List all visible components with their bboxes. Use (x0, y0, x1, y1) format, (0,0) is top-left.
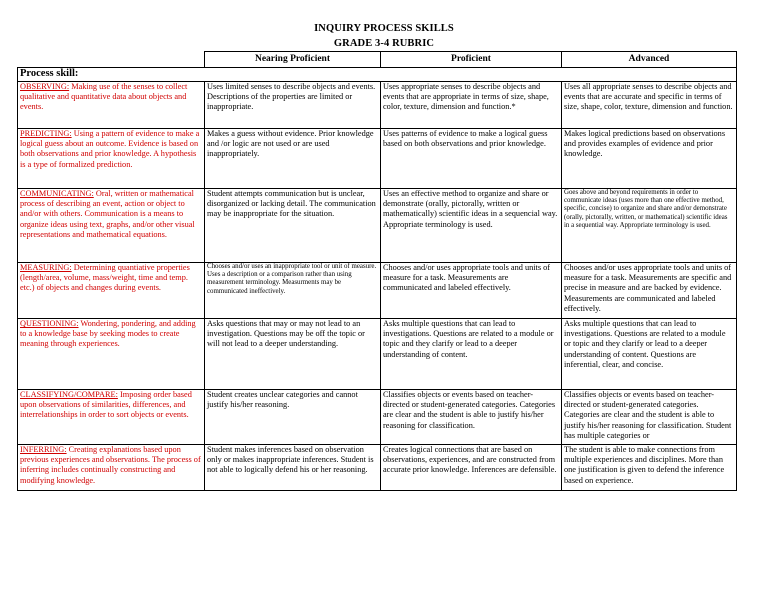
skill-description: Wondering, pondering, and adding to a knowledge base by seeking modes to create meaning through experiences. (20, 319, 196, 349)
proficient-cell: Classifies objects or events based on teacher-directed or student-generated categories. Categories are clear and the student is able to justify his/her reasoning for classification. (381, 390, 562, 445)
skill-description: Making use of the senses to collect qualitative and quantitative data about objects and events. (20, 82, 188, 112)
header-nearing-proficient: Nearing Proficient (205, 52, 381, 68)
skill-description: Imposing order based upon observations of similarities, differences, and interrelationships in order to sort objects or events. (20, 390, 192, 420)
skill-cell-observing (18, 82, 205, 129)
header-proficient: Proficient (381, 52, 562, 68)
skill-name: COMMUNICATING: (20, 189, 94, 198)
skill-cell-classifying (18, 390, 205, 445)
skill-description: Creating explanations based upon previous experiences and observations. The process of inferring includes continually constructing and modifying knowledge. (20, 445, 201, 485)
skill-name: INFERRING: (20, 445, 67, 454)
nearing-cell: Uses limited senses to describe objects and events. Descriptions of the properties are limited or inappropriate. (205, 82, 381, 129)
skill-description: Determining quantiative properties (length/area, volume, mass/weight, time and temp. etc.) of objects and changes during events. (20, 263, 190, 293)
table-row (18, 82, 737, 129)
header-row (18, 52, 737, 68)
skill-description: Oral, written or mathematical process of describing an event, action or object to and/or with others. Communication is a means to organize ideas using text, graphs, and/or other visual representations and mathematical equations. (20, 189, 195, 239)
advanced-cell: Makes logical predictions based on observations and provides examples of evidence and prior knowledge. (562, 129, 737, 189)
document-subtitle: GRADE 3-4 RUBRIC (333, 38, 435, 49)
nearing-cell: Makes a guess without evidence. Prior knowledge and /or logic are not used or are used inappropriately. (205, 129, 381, 189)
skill-cell-inferring (18, 445, 205, 491)
skill-cell-communicating (18, 189, 205, 263)
proficient-cell: Uses an effective method to organize and share or demonstrate (orally, pictorally, written or mathematically) scientific ideas in a sequencial way. Appropriate terminology is used. (381, 189, 562, 263)
process-skill-label: Process skill: (18, 68, 737, 82)
skill-cell-measuring (18, 263, 205, 319)
proficient-cell: Uses patterns of evidence to make a logical guess based on both observations and prior knowledge. (381, 129, 562, 189)
proficient-cell: Uses appropriate senses to describe objects and events that are appropriate in terms of size, shape, color, texture, dimension and function.* (381, 82, 562, 129)
advanced-cell: Chooses and/or uses appropriate tools and units of measure for a task. Measurements are specific and precise in measure and are backed by evidence. Measurements are communicated and labeled effectively. (562, 263, 737, 319)
advanced-cell: Asks multiple questions that can lead to investigations. Questions are related to a module or topic and they clarify or lead to a deeper understanding of content. Questions are inferential, clear, and concise. (562, 319, 737, 390)
advanced-cell: The student is able to make connections from multiple experiences and disciplines. More than one justification is given to defend the inference based on experience. (562, 445, 737, 491)
skill-name: PREDICTING: (20, 129, 72, 138)
nearing-cell: Asks questions that may or may not lead to an investigation. Questions may be off the topic or will not lead to a deeper understanding. (205, 319, 381, 390)
skill-cell-questioning (18, 319, 205, 390)
header-blank-cell (18, 52, 205, 68)
skill-name: MEASURING: (20, 263, 72, 272)
header-advanced: Advanced (562, 52, 737, 68)
table-row (18, 263, 737, 319)
table-row (18, 319, 737, 390)
proficient-cell: Asks multiple questions that can lead to investigations. Questions are related to a module or topic and they clarify or lead to a deeper understanding of content. (381, 319, 562, 390)
proficient-cell: Creates logical connections that are based on observations, experiences, and are constructed from accurate prior knowledge. Inferences are defensible. (381, 445, 562, 491)
process-skill-row (18, 68, 737, 82)
skill-cell-predicting (18, 129, 205, 189)
nearing-cell: Student creates unclear categories and cannot justify his/her reasoning. (205, 390, 381, 445)
table-row (18, 390, 737, 445)
nearing-cell: Student makes inferences based on observation only or makes inappropriate inferences. Student is not able to logically defend his or her reasoning. (205, 445, 381, 491)
proficient-cell: Chooses and/or uses appropriate tools and units of measure for a task. Measurements are communicated and labeled effectively. (381, 263, 562, 319)
skill-name: QUESTIONING: (20, 319, 79, 328)
skill-name: CLASSIFYING/COMPARE: (20, 390, 118, 399)
advanced-cell: Uses all appropriate senses to describe objects and events that are accurate and specific in terms of size, shape, color, texture, dimension and function. (562, 82, 737, 129)
skill-description: Using a pattern of evidence to make a logical guess about an outcome. Evidence is based on both observations and prior knowledge. A hypothesis is a type of formalized prediction. (20, 129, 200, 169)
nearing-cell: Student attempts communication but is unclear, disorganized or lacking detail. The communication may be inappropriate for the situation. (205, 189, 381, 263)
table-row (18, 189, 737, 263)
table-row (18, 129, 737, 189)
rubric-table (17, 51, 737, 491)
advanced-cell: Classifies objects or events based on teacher-directed or student-generated categories. Categories are clear and the student is able to justify his/her reasoning for classification. Student has multiple categories or (562, 390, 737, 445)
advanced-cell: Goes above and beyond requirements in order to communicate ideas (uses more than one effective method, specific, concise) to organize and share and/or demonstrate (orally, pictorally, written, or mathematical) scientific ideas in a sequential way. Appropriate terminology is used. (562, 189, 737, 263)
table-row (18, 445, 737, 491)
skill-name: OBSERVING: (20, 82, 70, 91)
document-title: INQUIRY PROCESS SKILLS (314, 23, 454, 34)
nearing-cell: Chooses and/or uses an inappropriate tool or unit of measure. Uses a description or a comparison rather than using measurement terminology. Measurments may be communicated ineffectively. (205, 263, 381, 319)
